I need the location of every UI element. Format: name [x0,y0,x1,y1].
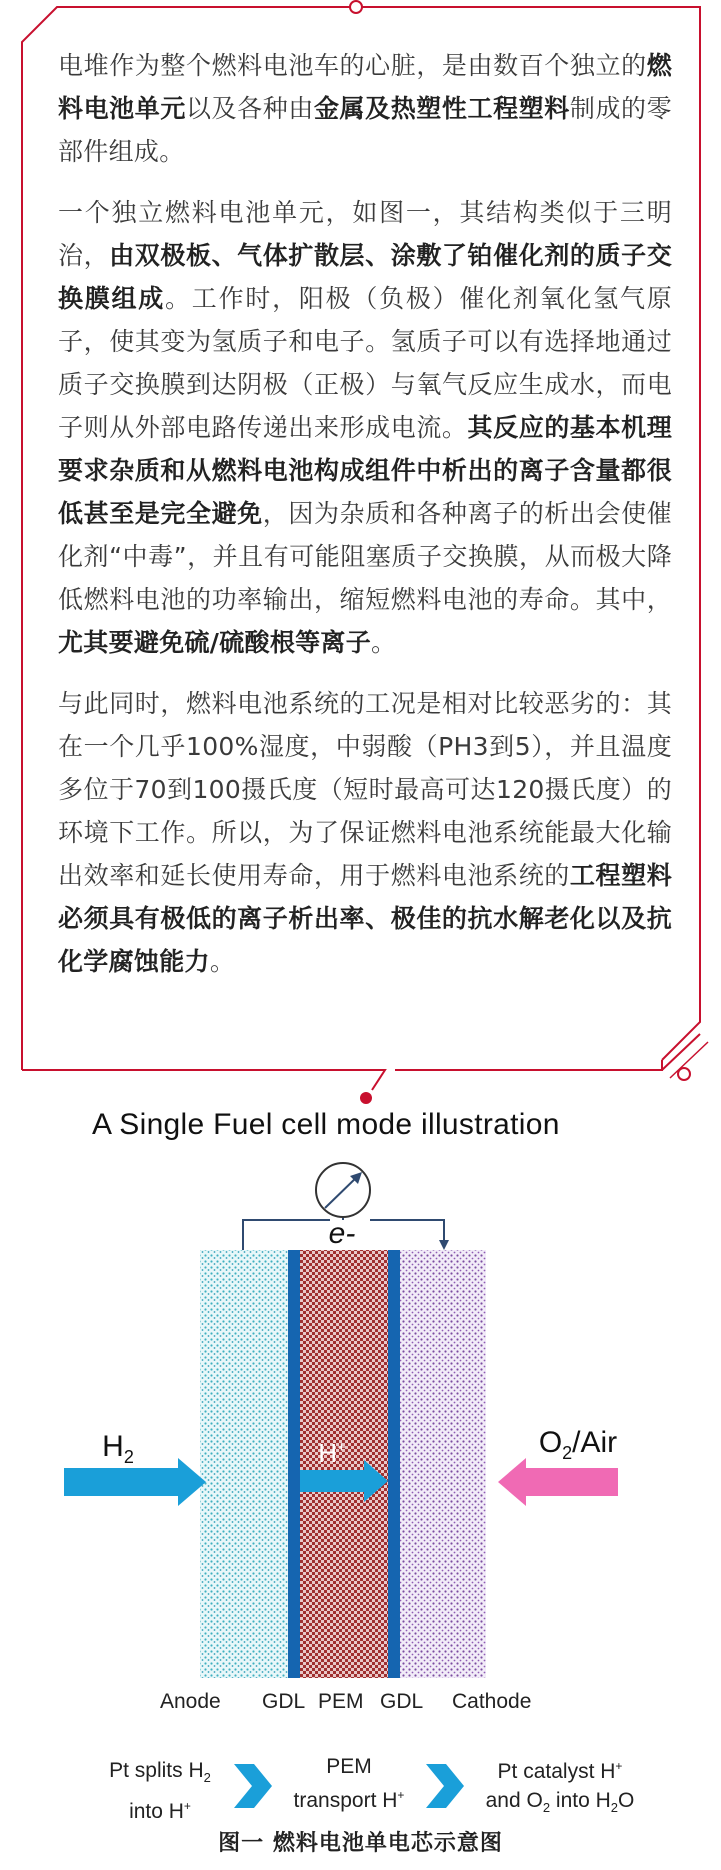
gdl-right-layer [388,1250,400,1678]
body-text: 电堆作为整个燃料电池车的心脏，是由数百个独立的 [58,51,647,80]
step-pt-catalyst: Pt catalyst H+ and $O_2$ into $H_2O$ [485,1759,635,1816]
emphasis-text: 由双极板、气体扩散层、涂敷了铂催化剂的质子交换膜组成 [58,241,672,313]
body-text: ，因为杂质和各种离子的析出会使催化剂“中毒”，并且有可能阻塞质子交换膜，从而极大降低燃料电池的功率输出，缩短燃料电池的寿命。其中， [58,499,672,614]
proton-label: H+ [318,1438,346,1468]
body-text: 一个独立燃料电池单元，如图一，其结构类似于三明治， [58,198,672,270]
emphasis-text: 其反应的基本机理要求杂质和从燃料电池构成组件中析出的离子含量都很低甚至是完全避免 [58,413,672,528]
emphasis-text: 工程塑料必须具有极低的离子析出率、极佳的抗水解老化以及抗化学腐蚀能力 [58,861,672,976]
step-pt-splits: Pt splits $H_2$ into H+ [109,1759,211,1824]
anode-layer [200,1250,288,1678]
meter-icon [316,1163,370,1217]
hydrogen-arrow [64,1458,206,1506]
layer-label-gdl-right: GDL [380,1690,424,1713]
chevron-right-icon [426,1764,464,1808]
figure-title: A Single Fuel cell mode illustration [92,1108,560,1141]
body-text: 制成的零部件组成。 [58,94,672,166]
emphasis-text: 燃料电池单元 [58,51,672,123]
layer-label-cathode: Cathode [452,1690,532,1713]
hydrogen-label: $H_2$ [102,1430,134,1467]
figure-caption: 图一 燃料电池单电芯示意图 [218,1831,503,1856]
oxygen-arrow [498,1458,618,1506]
chevron-right-icon [234,1764,272,1808]
body-text: 。工作时，阳极（负极）催化剂氧化氢气原子，使其变为氢质子和电子。氢质子可以有选择地通过质子交换膜到达阴极（正极）与氧气反应生成水，而电子则从外部电路传递出来形成电流。 [58,284,673,442]
body-text: 。 [371,628,397,657]
body-text: 与此同时，燃料电池系统的工况是相对比较恶劣的：其在一个几乎100%湿度，中弱酸（PH3到5），并且温度多位于70到100摄氏度（短时最高可达120摄氏度）的环境下工作。所以，为了保证燃料电池系统能最大化输出效率和延长使用寿命，用于燃料电池系统的 [58,689,672,890]
pem-layer [300,1250,388,1678]
cathode-layer [400,1250,486,1678]
emphasis-text: 金属及热塑性工程塑料 [313,94,570,123]
layer-label-anode: Anode [160,1690,221,1713]
step-pem-transport: PEM transport H+ [293,1755,405,1812]
body-text: 。 [209,947,236,976]
layer-label-gdl-left: GDL [262,1690,306,1713]
electron-label: e- [328,1217,356,1250]
gdl-left-layer [288,1250,300,1678]
oxygen-label: $O_2$/Air [538,1426,618,1463]
emphasis-text: 尤其要避免硫/硫酸根等离子 [58,628,372,657]
layer-label-pem: PEM [318,1690,364,1713]
body-text: 以及各种由 [185,94,314,123]
